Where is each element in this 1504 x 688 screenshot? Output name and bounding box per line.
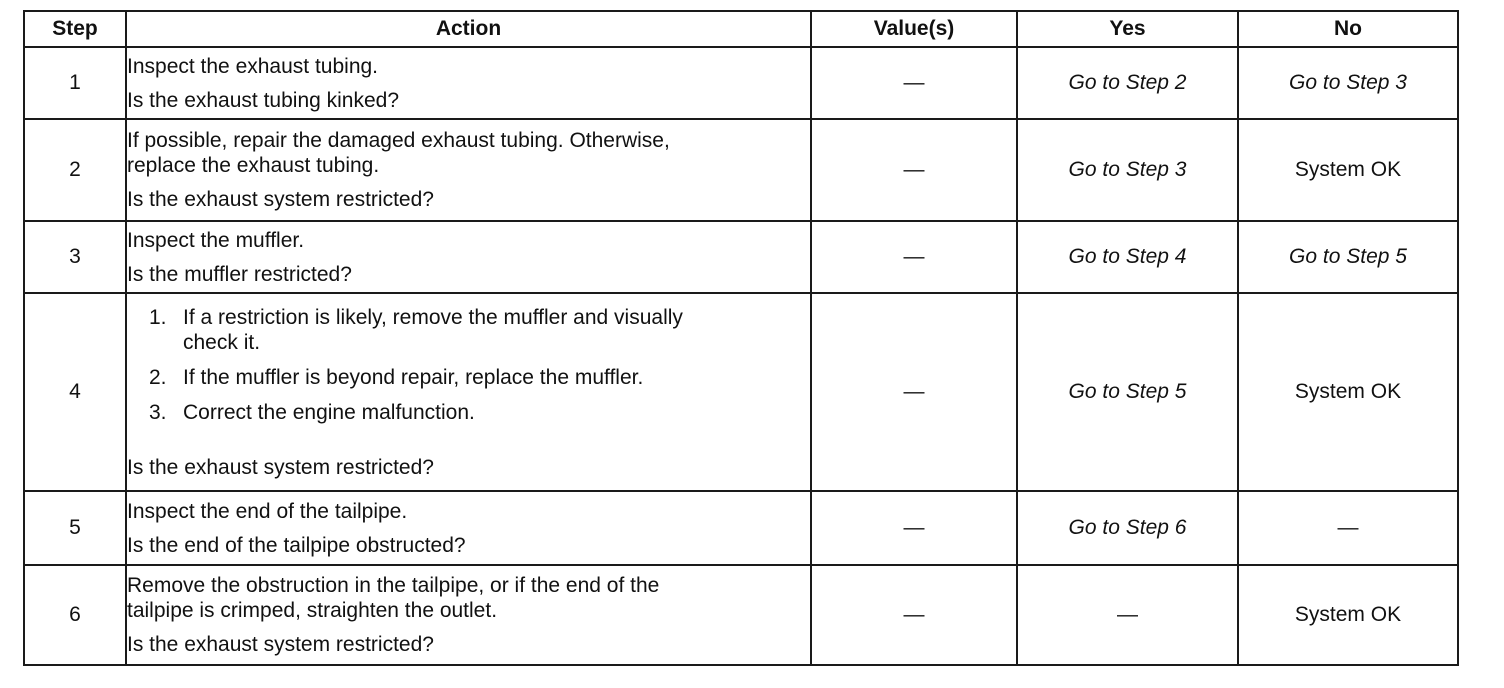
header-yes: Yes xyxy=(1017,11,1238,47)
action-text: Inspect the exhaust tubing. xyxy=(127,54,379,78)
action-text: replace the exhaust tubing. xyxy=(127,154,380,177)
table-row xyxy=(24,47,1458,119)
table-row xyxy=(24,565,1458,665)
action-text: Inspect the muffler. xyxy=(127,228,305,252)
action-question: Is the exhaust system restricted? xyxy=(127,633,434,656)
step-number: 3 xyxy=(24,221,126,293)
substep-text: If the muffler is beyond repair, replace the muffler. xyxy=(183,365,644,389)
action-question: Is the muffler restricted? xyxy=(127,262,352,286)
no-cell: System OK xyxy=(1238,565,1458,665)
action-question: Is the exhaust system restricted? xyxy=(127,188,434,211)
value-cell: — xyxy=(811,221,1017,293)
no-cell: — xyxy=(1238,491,1458,565)
value-cell: — xyxy=(811,47,1017,119)
step-number: 2 xyxy=(24,119,126,221)
table-row xyxy=(24,221,1458,293)
header-row xyxy=(24,11,1458,47)
header-no: No xyxy=(1238,11,1458,47)
diagnostic-table xyxy=(23,10,1459,666)
header-values: Value(s) xyxy=(811,11,1017,47)
substep-number: 2. xyxy=(149,365,167,389)
substep-text: If a restriction is likely, remove the muffler and visually check it. xyxy=(183,305,683,354)
table-row xyxy=(24,491,1458,565)
table-row xyxy=(24,293,1458,491)
action-text: tailpipe is crimped, straighten the outlet. xyxy=(127,599,498,622)
no-cell: Go to Step 5 xyxy=(1238,221,1458,293)
step-number: 6 xyxy=(24,565,126,665)
header-step: Step xyxy=(24,11,126,47)
substep-item xyxy=(127,365,810,390)
header-action: Action xyxy=(126,11,811,47)
action-cell xyxy=(126,565,811,665)
substep-number: 1. xyxy=(149,305,167,329)
action-cell xyxy=(126,47,811,119)
substep-number: 3. xyxy=(149,400,167,424)
yes-cell: Go to Step 2 xyxy=(1017,47,1238,119)
action-question: Is the exhaust system restricted? xyxy=(127,455,434,479)
yes-cell: Go to Step 4 xyxy=(1017,221,1238,293)
substep-list xyxy=(127,305,810,425)
value-cell: — xyxy=(811,565,1017,665)
yes-cell: Go to Step 6 xyxy=(1017,491,1238,565)
action-question: Is the end of the tailpipe obstructed? xyxy=(127,533,466,557)
value-cell: — xyxy=(811,119,1017,221)
action-cell xyxy=(126,119,811,221)
substep-text: Correct the engine malfunction. xyxy=(183,400,475,424)
no-cell: System OK xyxy=(1238,293,1458,491)
value-cell: — xyxy=(811,293,1017,491)
action-text: Remove the obstruction in the tailpipe, or if the end of the xyxy=(127,574,660,597)
action-text: Inspect the end of the tailpipe. xyxy=(127,499,408,523)
action-cell xyxy=(126,221,811,293)
yes-cell: Go to Step 3 xyxy=(1017,119,1238,221)
no-cell: System OK xyxy=(1238,119,1458,221)
yes-cell: — xyxy=(1017,565,1238,665)
action-cell xyxy=(126,491,811,565)
action-text: If possible, repair the damaged exhaust tubing. Otherwise, xyxy=(127,129,670,152)
substep-item xyxy=(127,305,810,355)
yes-cell: Go to Step 5 xyxy=(1017,293,1238,491)
step-number: 5 xyxy=(24,491,126,565)
action-question: Is the exhaust tubing kinked? xyxy=(127,88,400,112)
action-cell xyxy=(126,293,811,491)
no-cell: Go to Step 3 xyxy=(1238,47,1458,119)
step-number: 1 xyxy=(24,47,126,119)
substep-item xyxy=(127,400,810,425)
step-number: 4 xyxy=(24,293,126,491)
table-row xyxy=(24,119,1458,221)
value-cell: — xyxy=(811,491,1017,565)
